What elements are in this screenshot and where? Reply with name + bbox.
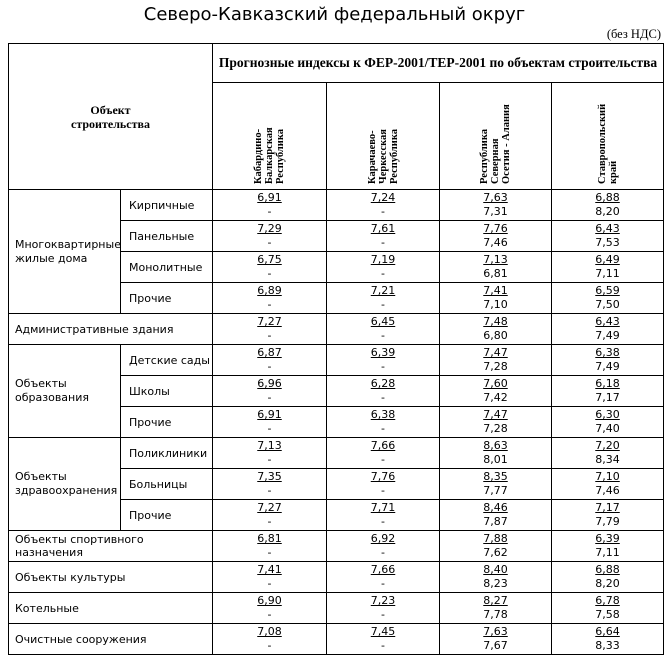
object-name: Административные здания bbox=[9, 314, 213, 345]
index-cell bbox=[213, 252, 327, 283]
index-value: 7,45 bbox=[370, 625, 396, 638]
table-row bbox=[9, 624, 664, 655]
index-cell bbox=[440, 252, 552, 283]
index-cell bbox=[440, 593, 552, 624]
index-value-secondary: - bbox=[381, 205, 385, 218]
index-value: 6,59 bbox=[595, 284, 620, 297]
index-value-secondary: - bbox=[381, 515, 385, 528]
index-value: 7,71 bbox=[370, 501, 396, 514]
index-cell bbox=[213, 407, 327, 438]
index-cell bbox=[440, 531, 552, 562]
index-cell bbox=[552, 345, 664, 376]
index-cell bbox=[213, 376, 327, 407]
object-name: Объекты культуры bbox=[9, 562, 213, 593]
region-header bbox=[440, 83, 552, 190]
index-value: 6,78 bbox=[595, 594, 620, 607]
index-cell bbox=[440, 624, 552, 655]
index-value: 7,27 bbox=[257, 501, 282, 514]
index-cell bbox=[552, 190, 664, 221]
index-value-secondary: 7,58 bbox=[595, 608, 620, 621]
index-value-secondary: - bbox=[381, 298, 385, 311]
index-cell bbox=[213, 624, 327, 655]
index-value: 7,41 bbox=[257, 563, 282, 576]
index-value-secondary: - bbox=[381, 608, 385, 621]
index-value: 8,40 bbox=[483, 563, 508, 576]
index-value-secondary: - bbox=[267, 546, 272, 559]
index-value-secondary: 7,28 bbox=[483, 422, 508, 435]
index-value-secondary: - bbox=[267, 205, 272, 218]
index-value: 6,38 bbox=[595, 346, 620, 359]
index-value-secondary: - bbox=[267, 484, 272, 497]
index-value: 7,08 bbox=[257, 625, 282, 638]
index-cell bbox=[213, 593, 327, 624]
table-row bbox=[9, 438, 664, 469]
index-cell bbox=[213, 531, 327, 562]
index-value: 6,38 bbox=[370, 408, 396, 421]
index-cell bbox=[440, 500, 552, 531]
region-header-text: Республика Северная Осетия - Алания bbox=[479, 103, 512, 184]
header-row bbox=[9, 44, 664, 83]
index-cell bbox=[440, 314, 552, 345]
region-header bbox=[327, 83, 440, 190]
index-cell bbox=[552, 221, 664, 252]
index-cell bbox=[327, 314, 440, 345]
table-row bbox=[9, 345, 664, 376]
index-value: 8,35 bbox=[483, 470, 508, 483]
index-value-secondary: - bbox=[381, 391, 385, 404]
index-cell bbox=[327, 438, 440, 469]
index-cell bbox=[552, 593, 664, 624]
object-name: Котельные bbox=[9, 593, 213, 624]
index-value: 6,28 bbox=[370, 377, 396, 390]
index-value-secondary: 7,11 bbox=[595, 546, 620, 559]
index-value-secondary: - bbox=[381, 267, 385, 280]
page-title: Северо-Кавказский федеральный округ bbox=[143, 4, 526, 25]
index-cell bbox=[552, 624, 664, 655]
index-value: 6,43 bbox=[595, 222, 620, 235]
index-value-secondary: - bbox=[381, 236, 385, 249]
index-value: 7,61 bbox=[370, 222, 396, 235]
index-value-secondary: 7,49 bbox=[595, 329, 620, 342]
index-value: 7,13 bbox=[483, 253, 508, 266]
index-cell bbox=[213, 469, 327, 500]
group-name: Многоквартирные жилые дома bbox=[9, 190, 121, 314]
index-value-secondary: 8,01 bbox=[483, 453, 508, 466]
index-value: 7,66 bbox=[370, 563, 396, 576]
index-value-secondary: - bbox=[267, 608, 272, 621]
index-value: 7,88 bbox=[483, 532, 508, 545]
index-value-secondary: 7,53 bbox=[595, 236, 620, 249]
index-value-secondary: - bbox=[381, 422, 385, 435]
subtype-name: Кирпичные bbox=[121, 190, 213, 221]
index-value-secondary: 6,80 bbox=[483, 329, 508, 342]
index-value-secondary: 7,67 bbox=[483, 639, 508, 652]
subtype-name: Монолитные bbox=[121, 252, 213, 283]
index-cell bbox=[213, 190, 327, 221]
index-value-secondary: 8,20 bbox=[595, 205, 620, 218]
index-value-secondary: - bbox=[267, 360, 272, 373]
index-value-secondary: - bbox=[267, 236, 272, 249]
index-cell bbox=[552, 283, 664, 314]
table-row bbox=[9, 190, 664, 221]
subtype-name: Прочие bbox=[121, 407, 213, 438]
region-header bbox=[552, 83, 664, 190]
index-value: 7,63 bbox=[483, 191, 508, 204]
index-value-secondary: 7,11 bbox=[595, 267, 620, 280]
group-name: Объекты здравоохранения bbox=[9, 438, 121, 531]
index-cell bbox=[327, 190, 440, 221]
index-value-secondary: 8,33 bbox=[595, 639, 620, 652]
index-value: 6,88 bbox=[595, 563, 620, 576]
index-value-secondary: 8,20 bbox=[595, 577, 620, 590]
index-value: 6,89 bbox=[257, 284, 282, 297]
index-cell bbox=[327, 283, 440, 314]
index-cell bbox=[440, 407, 552, 438]
index-cell bbox=[327, 593, 440, 624]
index-cell bbox=[440, 345, 552, 376]
index-value: 7,41 bbox=[483, 284, 508, 297]
index-cell bbox=[552, 531, 664, 562]
index-cell bbox=[213, 221, 327, 252]
index-cell bbox=[552, 314, 664, 345]
index-value: 6,45 bbox=[370, 315, 396, 328]
index-value: 8,27 bbox=[483, 594, 508, 607]
index-value: 7,66 bbox=[370, 439, 396, 452]
table-row bbox=[9, 314, 664, 345]
index-value-secondary: - bbox=[267, 329, 272, 342]
index-value: 6,81 bbox=[257, 532, 282, 545]
index-value: 7,27 bbox=[257, 315, 282, 328]
index-value: 7,35 bbox=[257, 470, 282, 483]
index-value-secondary: - bbox=[267, 515, 272, 528]
index-value: 7,17 bbox=[595, 501, 620, 514]
index-cell bbox=[327, 500, 440, 531]
index-value: 7,47 bbox=[483, 408, 508, 421]
index-cell bbox=[213, 314, 327, 345]
group-name: Объекты образования bbox=[9, 345, 121, 438]
index-value: 6,64 bbox=[595, 625, 620, 638]
index-value-secondary: - bbox=[381, 546, 385, 559]
index-value: 6,18 bbox=[595, 377, 620, 390]
table-row bbox=[9, 562, 664, 593]
subtype-name: Панельные bbox=[121, 221, 213, 252]
index-cell bbox=[440, 221, 552, 252]
table-row bbox=[9, 593, 664, 624]
vat-note: (без НДС) bbox=[606, 27, 661, 41]
index-cell bbox=[440, 283, 552, 314]
index-value-secondary: 7,50 bbox=[595, 298, 620, 311]
index-value-secondary: 7,28 bbox=[483, 360, 508, 373]
index-value-secondary: 7,17 bbox=[595, 391, 620, 404]
subtype-name: Школы bbox=[121, 376, 213, 407]
index-value: 6,88 bbox=[595, 191, 620, 204]
index-cell bbox=[440, 562, 552, 593]
price-index-table bbox=[8, 43, 664, 655]
index-value-secondary: 7,42 bbox=[483, 391, 508, 404]
index-value: 6,39 bbox=[370, 346, 396, 359]
index-value-secondary: - bbox=[267, 453, 272, 466]
index-value: 6,92 bbox=[370, 532, 396, 545]
index-value: 6,75 bbox=[257, 253, 282, 266]
index-value-secondary: 8,34 bbox=[595, 453, 620, 466]
index-value-secondary: - bbox=[381, 360, 385, 373]
region-header-text: Кабардино- Балкарская Республика bbox=[253, 126, 286, 184]
index-cell bbox=[552, 252, 664, 283]
index-value: 6,91 bbox=[257, 191, 282, 204]
region-header bbox=[213, 83, 327, 190]
index-value-secondary: - bbox=[381, 577, 385, 590]
index-value: 7,21 bbox=[370, 284, 396, 297]
index-cell bbox=[327, 407, 440, 438]
index-value-secondary: 7,49 bbox=[595, 360, 620, 373]
index-value: 6,96 bbox=[257, 377, 282, 390]
index-value-secondary: 7,87 bbox=[483, 515, 508, 528]
index-cell bbox=[327, 531, 440, 562]
index-cell bbox=[440, 438, 552, 469]
index-value: 7,19 bbox=[370, 253, 396, 266]
index-value: 6,30 bbox=[595, 408, 620, 421]
index-value-secondary: - bbox=[267, 391, 272, 404]
index-value-secondary: - bbox=[267, 298, 272, 311]
index-value: 6,87 bbox=[257, 346, 282, 359]
index-cell bbox=[213, 438, 327, 469]
index-value-secondary: 7,10 bbox=[483, 298, 508, 311]
index-cell bbox=[552, 376, 664, 407]
index-value: 6,49 bbox=[595, 253, 620, 266]
index-value-secondary: - bbox=[381, 329, 385, 342]
index-value: 7,76 bbox=[370, 470, 396, 483]
index-cell bbox=[213, 283, 327, 314]
index-value-secondary: 7,31 bbox=[483, 205, 508, 218]
index-value: 6,90 bbox=[257, 594, 282, 607]
index-value-secondary: 7,46 bbox=[483, 236, 508, 249]
index-value-secondary: - bbox=[267, 422, 272, 435]
subtype-name: Поликлиники bbox=[121, 438, 213, 469]
subtype-name: Больницы bbox=[121, 469, 213, 500]
index-cell bbox=[552, 500, 664, 531]
subtype-name: Прочие bbox=[121, 500, 213, 531]
region-header-text: Ставропольский край bbox=[596, 103, 619, 184]
index-cell bbox=[440, 469, 552, 500]
index-value-secondary: 7,62 bbox=[483, 546, 508, 559]
index-value: 7,47 bbox=[483, 346, 508, 359]
index-cell bbox=[213, 500, 327, 531]
index-value: 7,20 bbox=[595, 439, 620, 452]
index-value: 6,43 bbox=[595, 315, 620, 328]
table-body bbox=[9, 44, 664, 655]
index-cell bbox=[552, 438, 664, 469]
index-value-secondary: 7,40 bbox=[595, 422, 620, 435]
index-value: 7,24 bbox=[370, 191, 396, 204]
index-value: 7,76 bbox=[483, 222, 508, 235]
table-row bbox=[9, 531, 664, 562]
index-value: 7,48 bbox=[483, 315, 508, 328]
index-cell bbox=[327, 469, 440, 500]
index-cell bbox=[327, 252, 440, 283]
index-value-secondary: - bbox=[267, 267, 272, 280]
index-value: 7,29 bbox=[257, 222, 282, 235]
index-value: 7,63 bbox=[483, 625, 508, 638]
index-value-secondary: 7,46 bbox=[595, 484, 620, 497]
index-cell bbox=[327, 562, 440, 593]
index-value-secondary: 7,79 bbox=[595, 515, 620, 528]
index-value-secondary: - bbox=[381, 484, 385, 497]
index-value-secondary: - bbox=[267, 639, 272, 652]
index-value-secondary: 6,81 bbox=[483, 267, 508, 280]
index-value-secondary: 7,77 bbox=[483, 484, 508, 497]
index-cell bbox=[213, 562, 327, 593]
indices-header: Прогнозные индексы к ФЕР-2001/ТЕР-2001 по объектам строительства bbox=[213, 44, 664, 83]
index-cell bbox=[440, 376, 552, 407]
index-value-secondary: 8,23 bbox=[483, 577, 508, 590]
index-value: 7,23 bbox=[370, 594, 396, 607]
index-value-secondary: 7,78 bbox=[483, 608, 508, 621]
object-header-text: Объект строительства bbox=[71, 102, 150, 131]
index-cell bbox=[552, 469, 664, 500]
index-cell bbox=[327, 221, 440, 252]
index-cell bbox=[327, 624, 440, 655]
index-cell bbox=[552, 407, 664, 438]
index-value: 6,91 bbox=[257, 408, 282, 421]
index-cell bbox=[327, 376, 440, 407]
index-value: 6,39 bbox=[595, 532, 620, 545]
index-value: 7,10 bbox=[595, 470, 620, 483]
index-value: 7,60 bbox=[483, 377, 508, 390]
index-value: 8,46 bbox=[483, 501, 508, 514]
index-value: 8,63 bbox=[483, 439, 508, 452]
region-header-text: Карачаево- Черкесская Республика bbox=[366, 128, 400, 184]
index-cell bbox=[440, 190, 552, 221]
index-value-secondary: - bbox=[381, 453, 385, 466]
index-cell bbox=[213, 345, 327, 376]
object-column-header bbox=[9, 44, 213, 190]
subtype-name: Прочие bbox=[121, 283, 213, 314]
index-value-secondary: - bbox=[381, 639, 385, 652]
subtype-name: Детские сады bbox=[121, 345, 213, 376]
index-cell bbox=[327, 345, 440, 376]
object-name: Очистные сооружения bbox=[9, 624, 213, 655]
index-cell bbox=[552, 562, 664, 593]
index-value-secondary: - bbox=[267, 577, 272, 590]
object-name: Объекты спортивного назначения bbox=[9, 531, 213, 562]
index-value: 7,13 bbox=[257, 439, 282, 452]
